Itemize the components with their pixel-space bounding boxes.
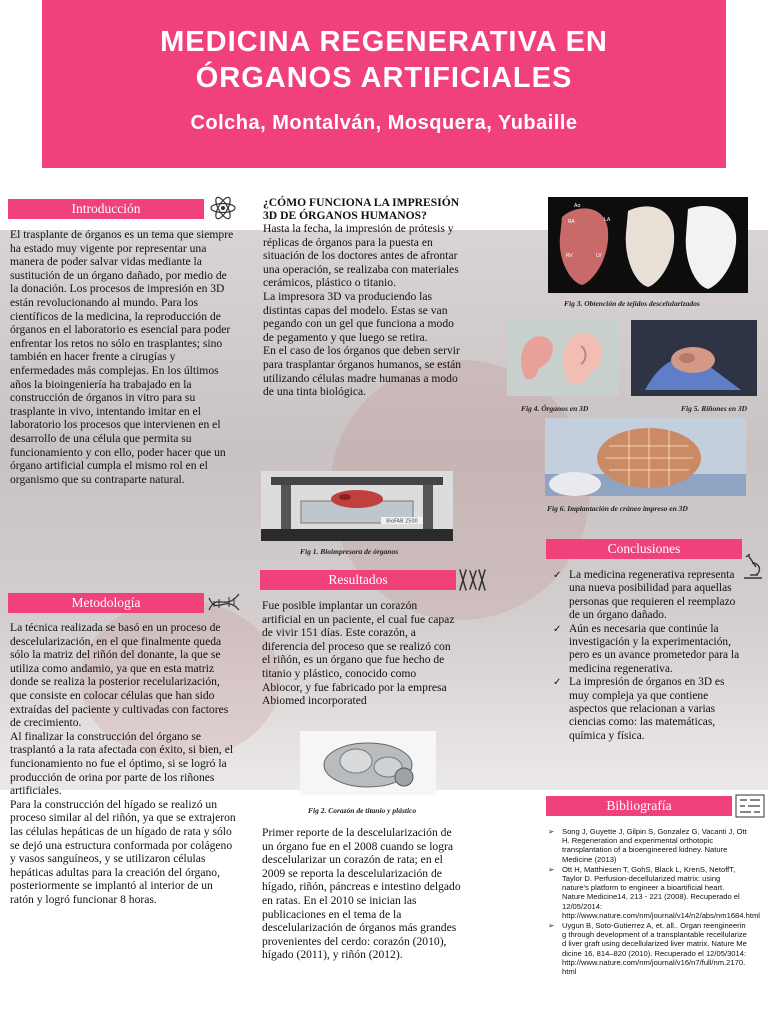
conclusion-item: ✓ Aún es necesaria que continúe la investigación y la experimentación, pero es un avance prometedor para la medicina regenerativa. bbox=[553, 623, 746, 677]
barcode-icon bbox=[735, 794, 765, 818]
reference-item: ➢ Ott H, Matthiesen T, GohS, Black L, KrenS, NetoffT, Taylor D. Perfusion-decellularized matrix: using nature's platform to engineer a bioartificial heart. Nature Medicine14, 213 - 221 (2008). Recuperado el 12/05/2014: http://www.nature.com/nm/journal/v14/n2/abs/nm1684.html bbox=[548, 865, 748, 920]
fig3-label-lv: LV bbox=[596, 253, 602, 259]
reference-item: ➢ Uygun B, Soto-Gutierrez A, et. all.. Organ reengineering through development of a transplantable recellularized liver graft using decellularized liver matrix. Nature Medicine 16, 814–820 (2010). Recuperado el 12/05/3014: http://www.nature.com/nm/journal/v16/n7/full/nm.2170.html bbox=[548, 921, 748, 976]
howto-section: ¿CÓMO FUNCIONA LA IMPRESIÓN 3D DE ÓRGANOS HUMANOS? Hasta la fecha, la impresión de prótesis y réplicas de órganos para la puesta en situación de los doctores antes de afrontar una operación, se realizaba con materiales cerámicos, plástico o titanio. La impresora 3D va produciendo las distintas capas del modelo. Estas se van pegando con un gel que funciona a modo de pegamento y que luego se retira. En el caso de los órganos que deben servir para trasplantar órganos humanos, se están utilizando células madre humanas a modo de una tinta biológica. bbox=[263, 196, 462, 399]
conclusion-item: ✓ La medicina regenerativa representa una nueva posibilidad para aquellas personas que requieren el reemplazo de un órgano dañado. bbox=[553, 569, 746, 623]
fig1-printer-label: BioFAB 2500 bbox=[386, 518, 418, 525]
conclusions-heading: Conclusiones bbox=[546, 539, 742, 559]
fig1-bioprinter-image bbox=[261, 471, 453, 541]
reference-item: ➢ Song J, Guyette J, Gilpin S, Gonzalez G, Vacanti J, Ott H. Regeneration and experimental orthotopic transplantation of a bioengineered kidney. Nature Medicine (2013) bbox=[548, 827, 748, 864]
bibliography-list bbox=[548, 827, 760, 977]
fig3-hearts-image bbox=[548, 197, 748, 293]
conclusion-item: ✓ La impresión de órganos en 3D es muy compleja ya que contiene aspectos que relacionan a varias ciencias como: las matemáticas, química y física. bbox=[553, 676, 746, 743]
fig3-label-rv: RV bbox=[566, 253, 573, 259]
results-text-2: Primer reporte de la descelularización de un órgano fue en el 2008 cuando se logra descelularizar un corazón de rata; en el 2009 se reporta la descelularización de hígado, riñón, páncreas e intestino delgado en ratas. En el 2010 se inician las publicaciones en el tema de la descelularización de órganos más grandes provenientes del cerdo: corazón (2010), hígado (2011), y riñón (2012). bbox=[262, 826, 461, 962]
fig3-label-ao: Ao bbox=[574, 203, 581, 209]
fig6-caption: Fig 6. Implantación de cráneo impreso en 3D bbox=[547, 504, 688, 513]
fig5-caption: Fig 5. Riñones en 3D bbox=[681, 404, 748, 413]
intro-text: El trasplante de órganos es un tema que siempre ha estado muy vigente por representar una manera de poder salvar vidas mediante la sustitución de un órgano dañado, por medio de la donación. Los procesos de impresión en 3D están revolucionando al mundo. Para los científicos de la medicina, la reproducción de órganos en el laboratorio es esencial para poder enfrentar los retos no sólo en trasplantes; sino también en hacer frente a cirugías y enfermedades más complejas. En los últimos años la bioingeniería ha trabajado en la construcción de órganos in vitro para su trasplante in vivo, intentando imitar en el laboratorio los procesos que intervienen en el desarrollo de una célula que permita su funcionamiento y con ello, poder hacer que un órgano artificial cumpla el mismo rol en el organismo que su contraparte natural. bbox=[10, 228, 234, 486]
fig3-label-la: LA bbox=[604, 217, 611, 223]
poster-header bbox=[42, 0, 726, 168]
poster-authors: Colcha, Montalván, Mosquera, Yubaille bbox=[190, 112, 578, 134]
method-text: La técnica realizada se basó en un proceso de descelularización, en el que finalmente queda sólo la matriz del riñón del donante, la que se utiliza como andamio, ya que en esta matriz donde se realiza la posterior recelularización, que consiste en colocar células que han sido extraídas del paciente y cultivadas con factores de crecimiento. Al finalizar la construcción del órgano se trasplantó a la rata afectada con éxito, si bien, el funcionamiento no fue el óptimo, si se logró la producción de orina por parte de los riñones artificiales. Para la construcción del hígado se realizó un proceso similar al del riñón, ya que se extrajeron las células hepáticas de un hígado de rata y sólo se dejó una estructura conformada por colágeno y vasos sanguíneos, y se utilizaron células hepáticas adultas para la creación del órgano, posteriormente se implantó al interior de un ratón y logró funcionar 8 horas. bbox=[10, 621, 236, 906]
fig5-kidneys-image bbox=[631, 320, 757, 396]
fig6-skull-image bbox=[545, 418, 746, 496]
fig2-heart-image bbox=[300, 731, 436, 795]
fig3-label-ra: RA bbox=[568, 219, 575, 225]
method-heading: Metodología bbox=[8, 593, 204, 613]
fig2-caption: Fig 2. Corazón de titanio y plástico bbox=[308, 806, 417, 815]
poster-title: MEDICINA REGENERATIVA EN ÓRGANOS ARTIFICIALES bbox=[160, 26, 608, 94]
results-heading: Resultados bbox=[260, 570, 456, 590]
howto-heading: ¿CÓMO FUNCIONA LA IMPRESIÓN 3D DE ÓRGANOS HUMANOS? bbox=[263, 196, 460, 222]
conclusions-list bbox=[553, 569, 746, 743]
atom-icon bbox=[209, 194, 237, 222]
fig1-caption: Fig 1. Bioimpresora de órganos bbox=[300, 547, 399, 556]
fig3-caption: Fig 3. Obtención de tejidos descelularizados bbox=[564, 299, 700, 308]
results-text-1: Fue posible implantar un corazón artificial en un paciente, el cual fue capaz de vivir 151 días. Este corazón, a diferencia del proceso que se realizó con el riñón, es un órgano que fue hecho de titanio y plástico, conocido como Abiocor, y fue fabricado por la empresa Abiomed incorporated bbox=[262, 599, 455, 708]
chromosome-icon bbox=[456, 566, 488, 594]
intro-heading: Introducción bbox=[8, 199, 204, 219]
dna-icon bbox=[207, 588, 241, 616]
fig4-caption: Fig 4. Órganos en 3D bbox=[521, 404, 589, 413]
fig4-organs-image bbox=[507, 320, 619, 396]
bibliography-heading: Bibliografía bbox=[546, 796, 732, 816]
